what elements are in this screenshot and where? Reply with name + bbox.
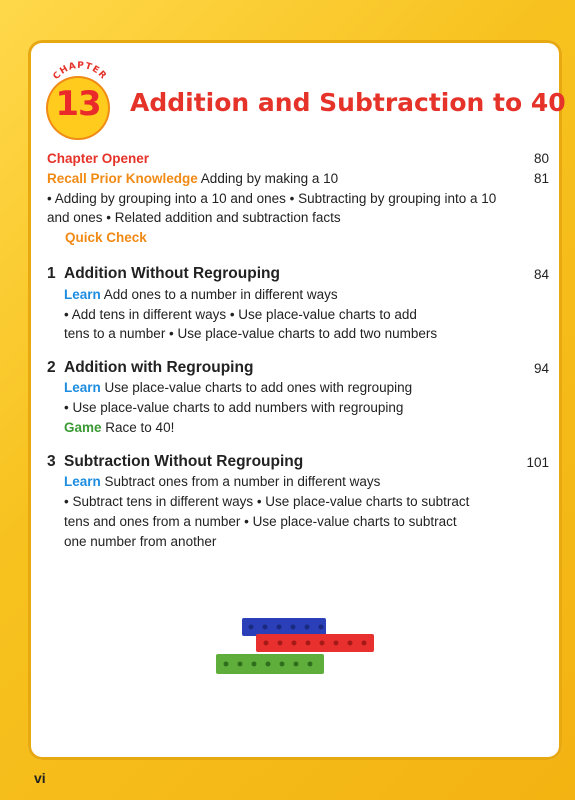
red-cube-row bbox=[256, 634, 374, 652]
lesson-1-line-2: • Add tens in different ways • Use place-value charts to add bbox=[64, 307, 417, 322]
chapter-opener-label: Chapter Opener bbox=[47, 151, 150, 166]
lesson-1-title-text: Addition Without Regrouping bbox=[64, 265, 280, 282]
lesson-1-number: 1 bbox=[47, 265, 56, 282]
toc-entry-quick-check[interactable] bbox=[65, 230, 147, 245]
lesson-1-learn-text: Add ones to a number in different ways bbox=[100, 287, 338, 302]
lesson-1-page: 84 bbox=[533, 267, 549, 282]
lesson-3-line-3: tens and ones from a number • Use place-value charts to subtract bbox=[64, 514, 457, 529]
lesson-1-line-3: tens to a number • Use place-value charts to add two numbers bbox=[64, 326, 438, 341]
lesson-2-page: 94 bbox=[533, 361, 549, 376]
green-cube-row bbox=[216, 654, 324, 674]
recall-page: 81 bbox=[533, 171, 549, 186]
chapter-opener-page: 80 bbox=[533, 151, 549, 166]
lesson-3-title[interactable] bbox=[47, 453, 303, 471]
toc-entry-recall-prior-knowledge[interactable] bbox=[47, 171, 338, 186]
lesson-2-game-text: Race to 40! bbox=[101, 420, 175, 435]
recall-text: Adding by making a 10 bbox=[197, 171, 339, 186]
lesson-1-title[interactable] bbox=[47, 265, 280, 283]
recall-label: Recall Prior Knowledge bbox=[47, 171, 198, 186]
lesson-2-title[interactable] bbox=[47, 359, 253, 377]
chapter-badge bbox=[48, 60, 112, 132]
chapter-title: Addition and Subtraction to 40 bbox=[130, 88, 566, 117]
lesson-3-page: 101 bbox=[526, 455, 549, 470]
lesson-3-title-text: Subtraction Without Regrouping bbox=[64, 453, 304, 470]
lesson-2-line-3 bbox=[64, 420, 174, 435]
lesson-1-learn-tag: Learn bbox=[64, 287, 101, 302]
lesson-3-line-2: • Subtract tens in different ways • Use place-value charts to subtract bbox=[64, 494, 470, 509]
chapter-number: 13 bbox=[55, 84, 101, 124]
lesson-2-learn-tag: Learn bbox=[64, 380, 101, 395]
lesson-2-title-text: Addition with Regrouping bbox=[64, 359, 254, 376]
lesson-3-line-4: one number from another bbox=[64, 534, 217, 549]
lesson-3-number: 3 bbox=[47, 453, 56, 470]
lesson-2-learn-text: Use place-value charts to add ones with regrouping bbox=[100, 380, 413, 395]
lesson-2-line-1 bbox=[64, 380, 412, 395]
lesson-3-learn-tag: Learn bbox=[64, 474, 101, 489]
page-number-footer: vi bbox=[34, 770, 46, 786]
lesson-2-game-tag: Game bbox=[64, 420, 102, 435]
recall-line-3: and ones • Related addition and subtraction facts bbox=[47, 210, 341, 225]
connecting-cubes-illustration bbox=[210, 610, 390, 690]
lesson-3-line-1 bbox=[64, 474, 380, 489]
chapter-label: CHAPTER bbox=[51, 60, 109, 82]
lesson-1-line-1 bbox=[64, 287, 338, 302]
lesson-3-learn-text: Subtract ones from a number in different ways bbox=[100, 474, 381, 489]
lesson-2-line-2: • Use place-value charts to add numbers with regrouping bbox=[64, 400, 404, 415]
blue-cube-row bbox=[242, 618, 326, 636]
recall-line-2: • Adding by grouping into a 10 and ones • Subtracting by grouping into a 10 bbox=[47, 191, 497, 206]
quick-check-label: Quick Check bbox=[65, 230, 147, 245]
toc-entry-chapter-opener[interactable] bbox=[47, 151, 149, 166]
lesson-2-number: 2 bbox=[47, 359, 56, 376]
